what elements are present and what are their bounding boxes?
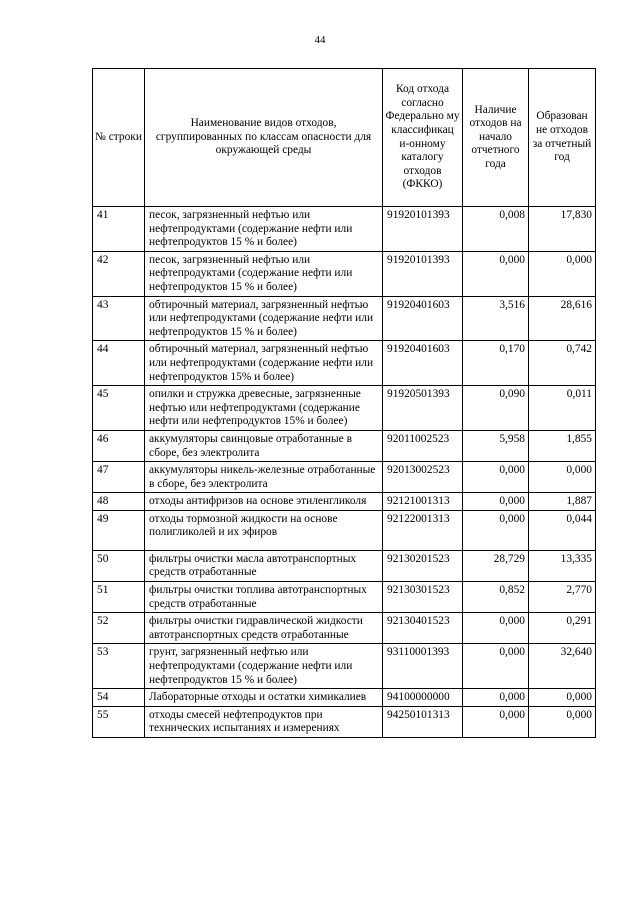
row-number: 48	[93, 493, 145, 511]
row-number: 41	[93, 207, 145, 252]
waste-name: обтирочный материал, загрязненный нефтью или нефтепродуктами (содержание нефти или нефтепродуктов 15 % и более)	[145, 296, 383, 341]
start-balance: 0,000	[463, 462, 529, 493]
fkko-code: 91920401603	[383, 341, 463, 386]
generated-amount: 28,616	[529, 296, 596, 341]
fkko-code: 92011002523	[383, 430, 463, 461]
generated-amount: 1,887	[529, 493, 596, 511]
table-body	[93, 207, 596, 738]
waste-name: аккумуляторы никель-железные отработанные в сборе, без электролита	[145, 462, 383, 493]
generated-amount: 17,830	[529, 207, 596, 252]
fkko-code: 92130201523	[383, 550, 463, 581]
row-number: 47	[93, 462, 145, 493]
start-balance: 0,000	[463, 689, 529, 707]
row-number: 54	[93, 689, 145, 707]
waste-name: фильтры очистки масла автотранспортных средств отработанные	[145, 550, 383, 581]
row-number: 44	[93, 341, 145, 386]
waste-name: отходы антифризов на основе этиленгликоля	[145, 493, 383, 511]
fkko-code: 92122001313	[383, 510, 463, 550]
generated-amount: 32,640	[529, 644, 596, 689]
generated-amount: 2,770	[529, 582, 596, 613]
start-balance: 0,000	[463, 613, 529, 644]
header-row-number: № строки	[93, 69, 145, 207]
generated-amount: 0,011	[529, 386, 596, 431]
waste-name: песок, загрязненный нефтью или нефтепродуктами (содержание нефти или нефтепродуктов 15 % и более)	[145, 251, 383, 296]
start-balance: 0,000	[463, 493, 529, 511]
start-balance: 0,000	[463, 251, 529, 296]
waste-name: аккумуляторы свинцовые отработанные в сборе, без электролита	[145, 430, 383, 461]
header-fkko-code: Код отхода согласно Федерально му классификац и-онному каталогу отходов (ФККО)	[383, 69, 463, 207]
table-row	[93, 613, 596, 644]
row-number: 49	[93, 510, 145, 550]
table-row	[93, 550, 596, 581]
row-number: 55	[93, 706, 145, 737]
row-number: 45	[93, 386, 145, 431]
page-number: 44	[314, 34, 326, 46]
table-row	[93, 493, 596, 511]
waste-name: опилки и стружка древесные, загрязненные нефтью или нефтепродуктами (содержание нефти или нефтепродуктов 15% и более)	[145, 386, 383, 431]
generated-amount: 0,044	[529, 510, 596, 550]
fkko-code: 92130301523	[383, 582, 463, 613]
row-number: 52	[93, 613, 145, 644]
start-balance: 3,516	[463, 296, 529, 341]
row-number: 50	[93, 550, 145, 581]
waste-name: отходы тормозной жидкости на основе полигликолей и их эфиров	[145, 510, 383, 550]
waste-name: Лабораторные отходы и остатки химикалиев	[145, 689, 383, 707]
start-balance: 0,008	[463, 207, 529, 252]
start-balance: 0,090	[463, 386, 529, 431]
start-balance: 0,000	[463, 510, 529, 550]
waste-name: отходы смесей нефтепродуктов при технических испытаниях и измерениях	[145, 706, 383, 737]
table-row	[93, 510, 596, 550]
fkko-code: 91920501393	[383, 386, 463, 431]
generated-amount: 0,291	[529, 613, 596, 644]
fkko-code: 91920101393	[383, 207, 463, 252]
table-row	[93, 386, 596, 431]
start-balance: 0,000	[463, 644, 529, 689]
fkko-code: 91920401603	[383, 296, 463, 341]
start-balance: 0,852	[463, 582, 529, 613]
table-row	[93, 251, 596, 296]
generated-amount: 0,000	[529, 462, 596, 493]
generated-amount: 1,855	[529, 430, 596, 461]
generated-amount: 0,000	[529, 689, 596, 707]
table-row	[93, 689, 596, 707]
table-row	[93, 296, 596, 341]
table-row	[93, 341, 596, 386]
fkko-code: 94250101313	[383, 706, 463, 737]
row-number: 53	[93, 644, 145, 689]
waste-table	[92, 68, 596, 738]
start-balance: 0,000	[463, 706, 529, 737]
start-balance: 28,729	[463, 550, 529, 581]
generated-amount: 0,000	[529, 706, 596, 737]
waste-name: обтирочный материал, загрязненный нефтью или нефтепродуктами (содержание нефти или нефтепродуктов 15% и более)	[145, 341, 383, 386]
table-row	[93, 430, 596, 461]
table-row	[93, 706, 596, 737]
header-generated: Образован не отходов за отчетный год	[529, 69, 596, 207]
fkko-code: 92130401523	[383, 613, 463, 644]
row-number: 43	[93, 296, 145, 341]
table-row	[93, 582, 596, 613]
row-number: 46	[93, 430, 145, 461]
generated-amount: 0,000	[529, 251, 596, 296]
generated-amount: 0,742	[529, 341, 596, 386]
start-balance: 5,958	[463, 430, 529, 461]
fkko-code: 91920101393	[383, 251, 463, 296]
table-header-row	[93, 69, 596, 207]
fkko-code: 92121001313	[383, 493, 463, 511]
table-row	[93, 462, 596, 493]
fkko-code: 92013002523	[383, 462, 463, 493]
fkko-code: 94100000000	[383, 689, 463, 707]
start-balance: 0,170	[463, 341, 529, 386]
waste-name: фильтры очистки гидравлической жидкости автотранспортных средств отработанные	[145, 613, 383, 644]
waste-name: песок, загрязненный нефтью или нефтепродуктами (содержание нефти или нефтепродуктов 15 % и более)	[145, 207, 383, 252]
table-row	[93, 644, 596, 689]
generated-amount: 13,335	[529, 550, 596, 581]
table-row	[93, 207, 596, 252]
header-start-balance: Наличие отходов на начало отчетного года	[463, 69, 529, 207]
header-waste-name: Наименование видов отходов, сгруппированных по классам опасности для окружающей среды	[145, 69, 383, 207]
waste-name: фильтры очистки топлива автотранспортных средств отработанные	[145, 582, 383, 613]
row-number: 42	[93, 251, 145, 296]
row-number: 51	[93, 582, 145, 613]
waste-name: грунт, загрязненный нефтью или нефтепродуктами (содержание нефти или нефтепродуктов 15 % и более)	[145, 644, 383, 689]
fkko-code: 93110001393	[383, 644, 463, 689]
